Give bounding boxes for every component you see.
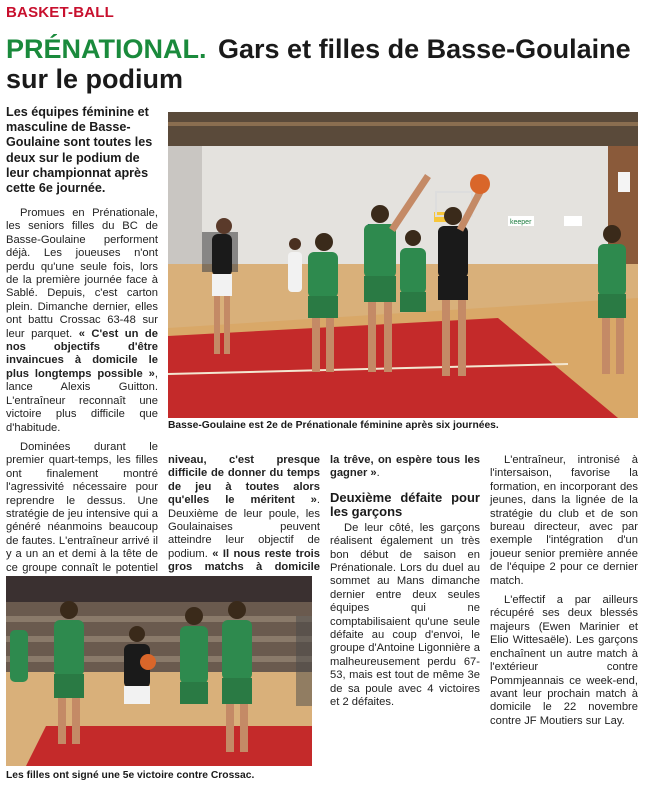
col1-text-2: Dominées durant le premier quart-temps, les filles ont finalement montré l'agressivité nécessaire pour reprendre le dessus. Une stratégie de jeu intensive qui a généré néanmoins beaucoup de fautes. L'entraîneur arrivé il y a un an et demi à la tête de ce groupe connaît le potentiel: [6, 440, 158, 574]
main-photo-caption: Basse-Goulaine est 2e de Prénationale féminine après six journées.: [168, 420, 499, 431]
headline-kicker: PRÉNATIONAL.: [6, 34, 207, 64]
main-photo-illustration: [168, 112, 638, 418]
col1-paragraph-1: [6, 207, 158, 435]
second-photo: [6, 576, 312, 766]
banner-keeper: keeper: [510, 219, 532, 226]
col3-paragraph-1: De leur côté, les garçons réalisent également un très bon début de saison en Prénationale. Lors du duel au sommet au Mans dimanche dernier entre deux seules équipes qui ne comptabilisaient qu'une seule défaite au coup d'envoi, le groupe d'Antoine Ligonnière a malheureusement perdu 67-53, mais est tout de même 3e de sa poule avec 4 victoires et 2 défaites.: [330, 521, 480, 709]
col4-paragraph-1: L'entraîneur, intronisé à l'intersaison, favorise la formation, en incorporant des jeunes, dans la lignée de la stratégie du club et de son bureau directeur, avec par exemple l'intégration d'un joueur senior première année de l'équipe 2 pour ce dernier match.: [490, 454, 638, 587]
article-column-4: [490, 454, 638, 728]
lead-paragraph: Les équipes féminine et masculine de Basse-Goulaine sont toutes les deux sur le podium de leur championnat après cette 6e journée.: [6, 105, 153, 196]
col2-quote-1: niveau, c'est presque difficile de donner du temps de jeu à toutes alors qu'elles le méritent »: [168, 454, 320, 507]
main-photo: [168, 112, 638, 418]
article-column-2: [168, 454, 320, 588]
col3-paragraph-0: [330, 454, 480, 481]
col3-after-quote: .: [376, 467, 380, 480]
col3-quote: la trêve, on espère tous les gagner »: [330, 454, 480, 480]
headline: [6, 34, 638, 94]
col3-subhead: Deuxième défaite pour les garçons: [330, 489, 480, 520]
col1-text-1: Promues en Prénationale, les seniors filles du BC de Basse-Goulaine performent déjà. Les joueuses n'ont perdu qu'une seule fois, lors de la première journée face à Sablé. Depuis, c'est carton plein. Dimanche dernier, elles ont battu Crossac 63-48 sur leur parquet.: [6, 207, 158, 340]
col1-quote-1: « C'est un de nos objectifs d'être invaincues à domicile le plus longtemps possible »: [6, 327, 158, 380]
col2-text-1: . Deuxième de leur poule, les Goulainaises peuvent atteindre leur objectif de podium.: [168, 494, 320, 560]
section-label: BASKET-BALL: [6, 4, 115, 21]
second-photo-caption: Les filles ont signé une 5e victoire contre Crossac.: [6, 770, 255, 781]
col2-paragraph: [168, 454, 320, 588]
col2-quote-2: « Il nous reste trois gros matchs à domicile: [168, 547, 320, 574]
col4-paragraph-2: L'effectif a par ailleurs récupéré ses deux blessés majeurs (Ewen Marinier et Elio Wittesaële). Les garçons enchaînent un autre match à l'extérieur contre Pommjeannais ce week-end, avant leur prochain match à domicile le 22 novembre contre JF Moutiers sur Lay.: [490, 594, 638, 727]
col1-text-1-end: , lance Alexis Guitton. L'entraîneur reconnaît une victoire plus difficile que d'habitude.: [6, 367, 158, 434]
second-photo-illustration: [6, 576, 312, 766]
article-column-3: [330, 454, 480, 710]
article-column-1: [6, 207, 158, 615]
headline-title: Gars et filles de Basse-Goulaine sur le podium: [6, 34, 631, 94]
